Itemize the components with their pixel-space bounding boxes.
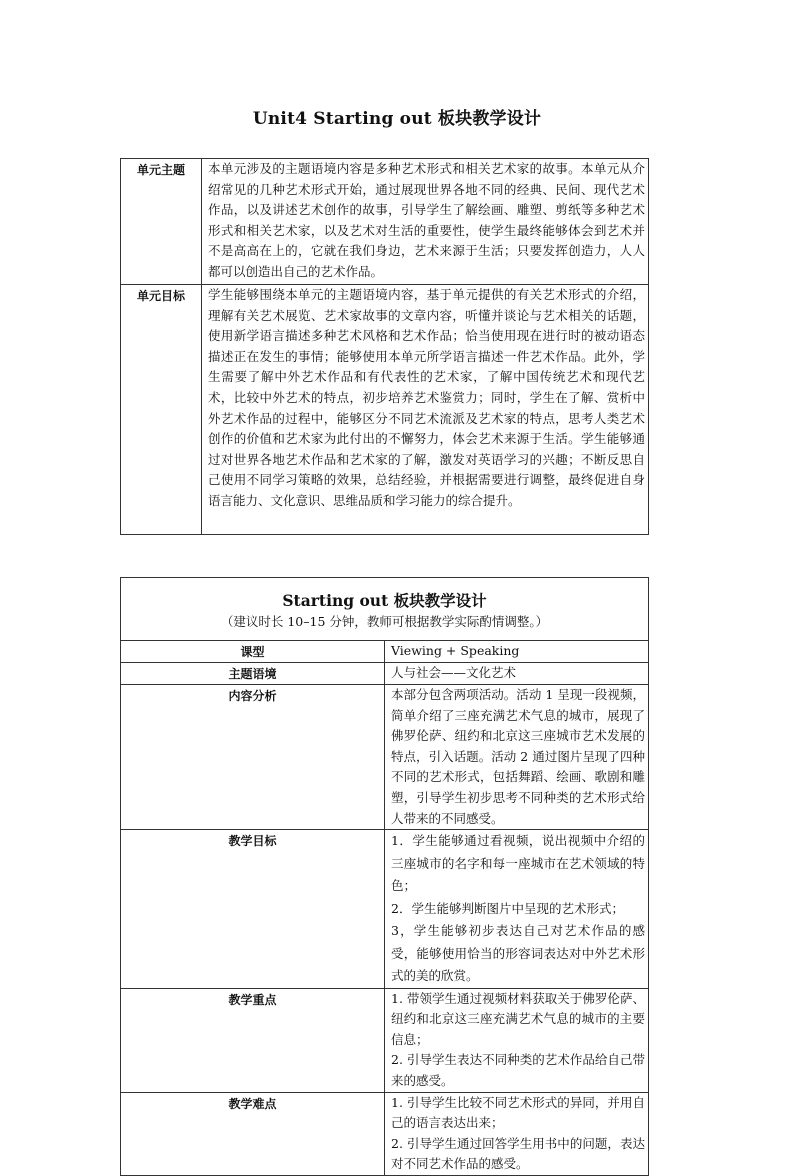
list-item: 1．学生能够通过看视频，说出视频中介绍的三座城市的名字和每一座城市在艺术领域的特色； — [391, 833, 645, 894]
table-row — [121, 159, 649, 285]
lesson-design-table — [120, 577, 649, 1176]
content-analysis-text: 本部分包含两项活动。活动 1 呈现一段视频，简单介绍了三座充满艺术气息的城市，展现了佛罗伦萨、纽约和北京这三座城市艺术发展的特点，引入话题。活动 2 通过图片呈现了四种不同的艺术形式，包括舞蹈、绘画、歌剧和雕塑，引导学生初步思考不同种类的艺术形式给人带来的不同感受。 — [385, 685, 649, 830]
lesson-type-label: 课型 — [121, 641, 385, 663]
section-title: Starting out 板块教学设计 — [282, 591, 487, 610]
list-item: 1. 带领学生通过视频材料获取关于佛罗伦萨、纽约和北京这三座充满艺术气息的城市的主要信息； — [391, 990, 645, 1047]
table-row — [121, 988, 649, 1092]
lesson-type-value: Viewing + Speaking — [385, 641, 649, 663]
page-title: Unit4 Starting out 板块教学设计 — [252, 109, 542, 129]
list-item: 3，学生能够初步表达自己对艺术作品的感受，能够使用恰当的形容词表达对中外艺术形式的美的欣赏。 — [391, 923, 645, 984]
section-note: （建议时长 10–15 分钟，教师可根据教学实际酌情调整。） — [220, 614, 549, 629]
list-item: 1. 引导学生比较不同艺术形式的异同，并用自己的语言表达出来； — [391, 1094, 645, 1131]
unit-theme-label: 单元主题 — [121, 159, 202, 285]
difficulties-label: 教学难点 — [121, 1092, 385, 1175]
key-points-list — [385, 988, 649, 1092]
table-header-row — [121, 578, 649, 641]
list-item: 2．学生能够判断图片中呈现的艺术形式； — [391, 900, 624, 916]
content-analysis-label: 内容分析 — [121, 685, 385, 830]
table-row — [121, 685, 649, 830]
theme-label: 主题语境 — [121, 663, 385, 685]
table-row — [121, 1092, 649, 1175]
table-row — [121, 641, 649, 663]
unit-goal-text: 学生能够围绕本单元的主题语境内容，基于单元提供的有关艺术形式的介绍，理解有关艺术展览、艺术家故事的文章内容，听懂并谈论与艺术相关的话题，使用新学语言描述多种艺术风格和艺术作品；恰当使用现在进行时的被动语态描述正在发生的事情；能够使用本单元所学语言描述一件艺术作品。此外，学生需要了解中外艺术作品和有代表性的艺术家，了解中国传统艺术和现代艺术，比较中外艺术的特点，初步培养艺术鉴赏力；同时，学生在了解、赏析中外艺术作品的过程中，能够区分不同艺术流派及艺术家的特点，思考人类艺术创作的价值和艺术家为此付出的不懈努力，体会艺术来源于生活。学生能够通过对世界各地艺术作品和艺术家的了解，激发对英语学习的兴趣；不断反思自己使用不同学习策略的效果，总结经验，并根据需要进行调整，最终促进自身语言能力、文化意识、思维品质和学习能力的综合提升。 — [202, 285, 649, 535]
unit-theme-text: 本单元涉及的主题语境内容是多种艺术形式和相关艺术家的故事。本单元从介绍常见的几种艺术形式开始，通过展现世界各地不同的经典、民间、现代艺术作品，以及讲述艺术创作的故事，引导学生了解绘画、雕塑、剪纸等多种艺术形式和相关艺术家，以及艺术对生活的重要性，使学生最终能够体会到艺术并不是高高在上的，它就在我们身边，艺术来源于生活；只要发挥创造力，人人都可以创造出自己的艺术作品。 — [202, 159, 649, 285]
list-item: 2. 引导学生通过回答学生用书中的问题，表达对不同艺术作品的感受。 — [391, 1135, 645, 1172]
objectives-list — [385, 830, 649, 989]
unit-goal-label: 单元目标 — [121, 285, 202, 535]
difficulties-list — [385, 1092, 649, 1175]
objectives-label: 教学目标 — [121, 830, 385, 989]
key-points-label: 教学重点 — [121, 988, 385, 1092]
theme-value: 人与社会——文化艺术 — [385, 663, 649, 685]
list-item: 2. 引导学生表达不同种类的艺术作品给自己带来的感受。 — [391, 1052, 645, 1089]
table-row — [121, 830, 649, 989]
unit-overview-table — [120, 158, 649, 535]
table-row — [121, 663, 649, 685]
table-row — [121, 285, 649, 535]
